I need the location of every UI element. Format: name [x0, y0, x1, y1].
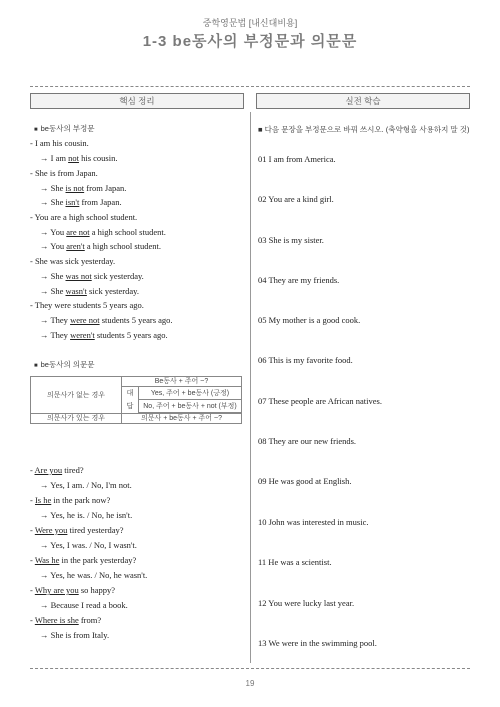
exercise-instruction-text: 다음 문장을 부정문으로 바꿔 쓰시오. (축약형을 사용하지 말 것) — [264, 125, 470, 134]
exercise-item-04: 04 They are my friends. — [258, 275, 340, 285]
exercise-item-08: 08 They are our new friends. — [258, 436, 357, 446]
q-answer: → Yes, I was. / No, I wasn't. — [40, 540, 137, 550]
exercise-item-11: 11 He was a scientist. — [258, 557, 332, 567]
neg-transform: → They weren't students 5 years ago. — [40, 330, 168, 340]
square-bullet-icon: ■ — [258, 125, 263, 134]
table-cell-yes: Yes, 주어 + be동사 (긍정) — [139, 387, 242, 400]
q-answer: → Yes, he is. / No, he isn't. — [40, 510, 133, 520]
neg-transform: → You aren't a high school student. — [40, 241, 162, 251]
exercise-item-01: 01 I am from America. — [258, 154, 336, 164]
top-divider — [30, 86, 470, 87]
neg-transform: → You are not a high school student. — [40, 227, 166, 237]
q-example: - Were you tired yesterday? — [30, 525, 124, 535]
negative-section-label: be동사의 부정문 — [40, 124, 95, 133]
q-example: - Why are you so happy? — [30, 585, 116, 595]
neg-transform: → I am not his cousin. — [40, 153, 118, 163]
question-section-title — [34, 359, 95, 372]
question-form-table — [30, 376, 242, 424]
q-answer: → Yes, he was. / No, he wasn't. — [40, 570, 148, 580]
exercise-item-10: 10 John was interested in music. — [258, 517, 369, 527]
exercise-item-09: 09 He was good at English. — [258, 476, 352, 486]
left-column — [30, 93, 244, 109]
table-cell-no: No, 주어 + be동사 + not (부정) — [139, 400, 242, 413]
q-example: - Where is she from? — [30, 615, 102, 625]
page-title: 1-3 be동사의 부정문과 의문문 — [142, 33, 358, 50]
exercise-item-03: 03 She is my sister. — [258, 235, 324, 245]
exercise-item-12: 12 You were lucky last year. — [258, 598, 355, 608]
q-answer: → Yes, I am. / No, I'm not. — [40, 480, 132, 490]
exercise-item-05: 05 My mother is a good cook. — [258, 315, 361, 325]
neg-transform: → She isn't from Japan. — [40, 197, 122, 207]
negative-section-title — [34, 123, 95, 136]
table-cell-wh-form: 의문사 + be동사 + 주어 ~? — [122, 414, 242, 424]
q-example: - Is he in the park now? — [30, 495, 111, 505]
q-answer: → She is from Italy. — [40, 630, 110, 640]
exercise-item-06: 06 This is my favorite food. — [258, 355, 353, 365]
neg-example: - She was sick yesterday. — [30, 256, 116, 266]
square-bullet-icon: ■ — [34, 363, 38, 369]
table-cell-wh: 의문사가 있는 경우 — [31, 414, 122, 424]
neg-example: - They were students 5 years ago. — [30, 300, 144, 310]
table-cell-form: Be동사 + 주어 ~? — [122, 377, 242, 387]
exercise-item-02: 02 You are a kind girl. — [258, 194, 334, 204]
column-divider — [250, 112, 251, 663]
table-cell-no-wh: 의문사가 없는 경우 — [31, 377, 122, 414]
neg-transform: → She is not from Japan. — [40, 183, 127, 193]
right-column-heading: 실전 학습 — [256, 93, 470, 109]
exercise-item-07: 07 These people are African natives. — [258, 396, 382, 406]
q-example: - Are you tired? — [30, 465, 84, 475]
exercise-item-13: 13 We were in the swimming pool. — [258, 638, 377, 648]
neg-example: - I am his cousin. — [30, 138, 89, 148]
header-subtitle: 중학영문법 [내신대비용] — [202, 18, 298, 28]
q-answer: → Because I read a book. — [40, 600, 128, 610]
square-bullet-icon: ■ — [34, 127, 38, 133]
left-column-heading: 핵심 정리 — [30, 93, 244, 109]
neg-example: - She is from Japan. — [30, 168, 98, 178]
neg-example: - You are a high school student. — [30, 212, 138, 222]
neg-transform: → She was not sick yesterday. — [40, 271, 144, 281]
neg-transform: → They were not students 5 years ago. — [40, 315, 173, 325]
right-column — [256, 93, 470, 109]
question-section-label: be동사의 의문문 — [40, 360, 95, 369]
q-example: - Was he in the park yesterday? — [30, 555, 137, 565]
page-number: 19 — [245, 679, 255, 688]
exercise-instruction — [258, 123, 470, 136]
neg-transform: → She wasn't sick yesterday. — [40, 286, 139, 296]
bottom-divider — [30, 668, 470, 669]
table-cell-answer-label: 대답 — [122, 387, 139, 414]
